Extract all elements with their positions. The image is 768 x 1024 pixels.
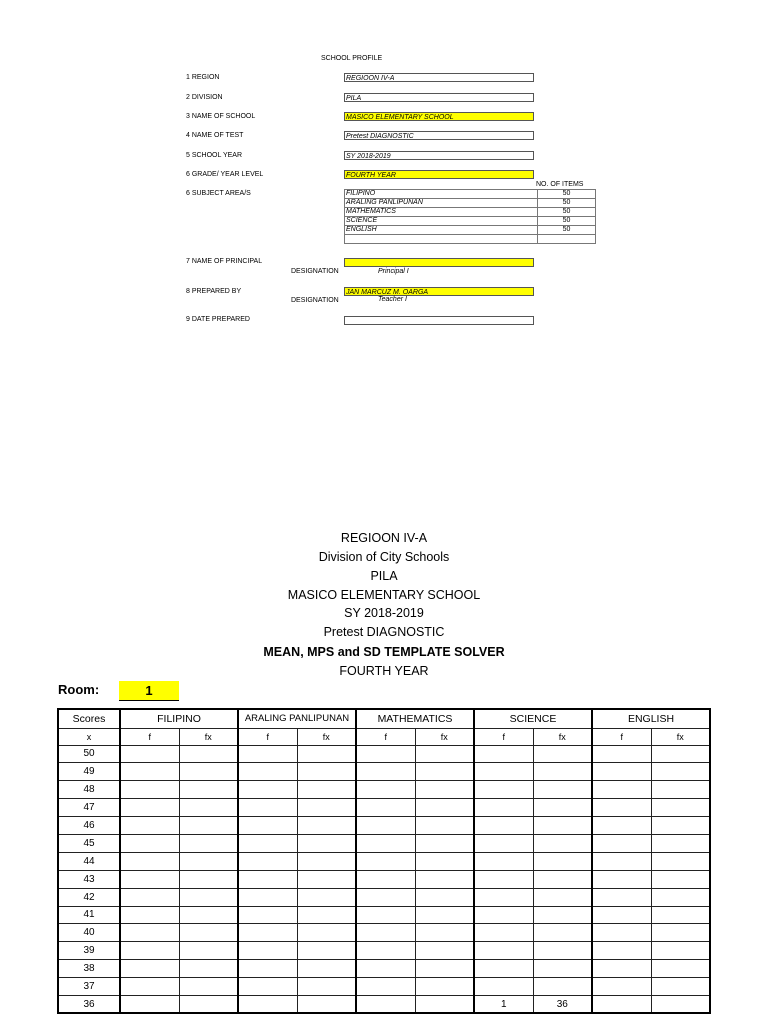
table-header-row: [58, 709, 710, 728]
fx-cell[interactable]: [415, 870, 474, 888]
prepared-designation-value: Teacher I: [378, 296, 407, 303]
subject-name[interactable]: ARALING PANLIPUNAN: [345, 199, 538, 208]
room-label: Room:: [58, 682, 100, 697]
fx-header: fx: [297, 728, 356, 745]
f-cell[interactable]: [592, 817, 651, 835]
fx-cell[interactable]: [533, 960, 592, 978]
f-cell[interactable]: [592, 888, 651, 906]
subject-header: SCIENCE: [474, 709, 592, 728]
f-cell[interactable]: [120, 870, 179, 888]
table-subheader-row: [58, 728, 710, 745]
score-cell: 42: [58, 888, 120, 906]
f-cell[interactable]: [356, 834, 415, 852]
subject-name[interactable]: SCIENCE: [345, 217, 538, 226]
fx-cell[interactable]: [415, 995, 474, 1013]
f-cell[interactable]: [356, 960, 415, 978]
school-year-label: 5 SCHOOL YEAR: [186, 152, 243, 159]
score-cell: 43: [58, 870, 120, 888]
table-row: [58, 817, 710, 835]
f-cell[interactable]: [356, 781, 415, 799]
principal-designation-label: DESIGNATION: [291, 268, 339, 275]
fx-cell[interactable]: [297, 995, 356, 1013]
report-test: Pretest DIAGNOSTIC: [323, 625, 445, 639]
fx-cell[interactable]: [179, 799, 238, 817]
f-cell[interactable]: [474, 852, 533, 870]
score-cell: 46: [58, 817, 120, 835]
subject-items[interactable]: 50: [538, 199, 596, 208]
f-cell[interactable]: [238, 870, 297, 888]
subject-items[interactable]: 50: [538, 208, 596, 217]
table-row: [58, 888, 710, 906]
score-cell: 50: [58, 745, 120, 763]
fx-cell[interactable]: [297, 870, 356, 888]
subject-items[interactable]: 50: [538, 226, 596, 235]
fx-cell[interactable]: [533, 781, 592, 799]
f-cell[interactable]: [592, 942, 651, 960]
fx-header: fx: [179, 728, 238, 745]
fx-cell[interactable]: [651, 888, 710, 906]
no-items-label: NO. OF ITEMS: [536, 181, 584, 188]
fx-cell[interactable]: [533, 799, 592, 817]
fx-cell[interactable]: [179, 906, 238, 924]
date-field[interactable]: [344, 316, 534, 325]
f-cell[interactable]: [474, 978, 533, 996]
fx-cell[interactable]: [651, 906, 710, 924]
f-cell[interactable]: [356, 870, 415, 888]
f-cell[interactable]: [592, 906, 651, 924]
f-cell[interactable]: [238, 924, 297, 942]
school-year-field[interactable]: SY 2018-2019: [344, 151, 534, 160]
subject-row: [345, 217, 596, 226]
report-division: Division of City Schools: [318, 550, 450, 564]
f-cell[interactable]: [238, 763, 297, 781]
fx-cell[interactable]: [533, 745, 592, 763]
fx-cell[interactable]: [179, 995, 238, 1013]
score-cell: 45: [58, 834, 120, 852]
fx-cell[interactable]: [297, 924, 356, 942]
region-label: 1 REGION: [186, 74, 220, 81]
fx-cell[interactable]: [297, 763, 356, 781]
fx-cell[interactable]: [179, 834, 238, 852]
fx-cell[interactable]: [533, 763, 592, 781]
f-cell[interactable]: [356, 995, 415, 1013]
subject-name[interactable]: [345, 235, 538, 244]
subject-row: [345, 208, 596, 217]
frequency-table: [57, 708, 711, 1014]
fx-cell[interactable]: [651, 924, 710, 942]
f-cell[interactable]: [356, 817, 415, 835]
subject-items[interactable]: [538, 235, 596, 244]
fx-cell[interactable]: [297, 960, 356, 978]
fx-cell[interactable]: [415, 978, 474, 996]
table-row: [58, 995, 710, 1013]
region-field[interactable]: REGIOON IV-A: [344, 73, 534, 82]
fx-header: fx: [415, 728, 474, 745]
f-cell[interactable]: [592, 745, 651, 763]
table-row: [58, 834, 710, 852]
score-cell: 47: [58, 799, 120, 817]
grade-field[interactable]: FOURTH YEAR: [344, 170, 534, 179]
f-cell[interactable]: [592, 852, 651, 870]
subject-header: ARALING PANLIPUNAN: [238, 709, 356, 728]
f-cell[interactable]: [120, 834, 179, 852]
table-row: [58, 924, 710, 942]
f-cell[interactable]: [592, 924, 651, 942]
subject-label: 6 SUBJECT AREA/S: [186, 190, 251, 197]
fx-cell[interactable]: [415, 834, 474, 852]
f-cell[interactable]: [592, 960, 651, 978]
fx-cell[interactable]: [297, 888, 356, 906]
fx-cell[interactable]: [533, 834, 592, 852]
f-cell[interactable]: [120, 781, 179, 799]
fx-cell[interactable]: [179, 870, 238, 888]
f-cell[interactable]: [120, 960, 179, 978]
fx-cell[interactable]: [651, 745, 710, 763]
school-field[interactable]: MASICO ELEMENTARY SCHOOL: [344, 112, 534, 121]
fx-cell[interactable]: [415, 852, 474, 870]
f-cell[interactable]: [238, 745, 297, 763]
f-cell[interactable]: [238, 942, 297, 960]
table-row: [58, 960, 710, 978]
f-header: f: [592, 728, 651, 745]
f-cell[interactable]: [474, 906, 533, 924]
report-region: REGIOON IV-A: [340, 531, 428, 545]
f-cell[interactable]: 1: [474, 995, 533, 1013]
f-header: f: [120, 728, 179, 745]
fx-cell[interactable]: 36: [533, 995, 592, 1013]
subject-row: [345, 199, 596, 208]
score-cell: 38: [58, 960, 120, 978]
f-cell[interactable]: [238, 852, 297, 870]
f-cell[interactable]: [356, 978, 415, 996]
fx-cell[interactable]: [533, 978, 592, 996]
f-cell[interactable]: [592, 781, 651, 799]
fx-cell[interactable]: [651, 960, 710, 978]
fx-cell[interactable]: [533, 942, 592, 960]
division-field[interactable]: PILA: [344, 93, 534, 102]
f-cell[interactable]: [474, 834, 533, 852]
f-cell[interactable]: [238, 960, 297, 978]
f-cell[interactable]: [356, 888, 415, 906]
report-year: SY 2018-2019: [344, 606, 424, 620]
score-cell: 37: [58, 978, 120, 996]
f-cell[interactable]: [474, 781, 533, 799]
f-cell[interactable]: [474, 817, 533, 835]
f-cell[interactable]: [120, 763, 179, 781]
f-cell[interactable]: [592, 834, 651, 852]
f-cell[interactable]: [120, 888, 179, 906]
fx-cell[interactable]: [297, 799, 356, 817]
fx-cell[interactable]: [179, 888, 238, 906]
table-row: [58, 799, 710, 817]
f-cell[interactable]: [474, 942, 533, 960]
f-cell[interactable]: [474, 888, 533, 906]
fx-cell[interactable]: [179, 924, 238, 942]
fx-cell[interactable]: [651, 942, 710, 960]
fx-cell[interactable]: [179, 781, 238, 799]
score-cell: 39: [58, 942, 120, 960]
f-cell[interactable]: [120, 942, 179, 960]
f-header: f: [474, 728, 533, 745]
fx-cell[interactable]: [533, 817, 592, 835]
report-grade: FOURTH YEAR: [339, 664, 429, 678]
f-cell[interactable]: [238, 834, 297, 852]
f-cell[interactable]: [592, 978, 651, 996]
fx-cell[interactable]: [415, 888, 474, 906]
f-cell[interactable]: [238, 978, 297, 996]
table-row: [58, 852, 710, 870]
f-cell[interactable]: [592, 870, 651, 888]
f-cell[interactable]: [356, 942, 415, 960]
prepared-field[interactable]: JAN MARCUZ M. OARGA: [344, 287, 534, 296]
principal-designation-value: Principal I: [378, 268, 409, 275]
report-municipality: PILA: [370, 569, 398, 583]
principal-label: 7 NAME OF PRINCIPAL: [186, 258, 263, 265]
fx-cell[interactable]: [415, 799, 474, 817]
fx-cell[interactable]: [533, 888, 592, 906]
subject-row: [345, 235, 596, 244]
report-title: MEAN, MPS and SD TEMPLATE SOLVER: [263, 645, 505, 659]
fx-header: fx: [533, 728, 592, 745]
fx-cell[interactable]: [651, 995, 710, 1013]
fx-cell[interactable]: [179, 978, 238, 996]
f-cell[interactable]: [356, 763, 415, 781]
school-label: 3 NAME OF SCHOOL: [186, 113, 256, 120]
score-cell: 49: [58, 763, 120, 781]
score-cell: 48: [58, 781, 120, 799]
fx-cell[interactable]: [297, 852, 356, 870]
f-cell[interactable]: [120, 817, 179, 835]
f-cell[interactable]: [356, 852, 415, 870]
f-cell[interactable]: [474, 799, 533, 817]
x-header: x: [58, 728, 120, 745]
subject-name[interactable]: FILIPINO: [345, 190, 538, 199]
report-school: MASICO ELEMENTARY SCHOOL: [287, 588, 481, 602]
subject-header: ENGLISH: [592, 709, 710, 728]
subject-table: [344, 189, 596, 244]
profile-title: SCHOOL PROFILE: [321, 55, 383, 62]
fx-cell[interactable]: [651, 763, 710, 781]
fx-header: fx: [651, 728, 710, 745]
fx-cell[interactable]: [179, 817, 238, 835]
f-cell[interactable]: [238, 888, 297, 906]
fx-cell[interactable]: [415, 942, 474, 960]
f-cell[interactable]: [592, 995, 651, 1013]
subject-name[interactable]: MATHEMATICS: [345, 208, 538, 217]
f-cell[interactable]: [238, 781, 297, 799]
subject-row: [345, 226, 596, 235]
fx-cell[interactable]: [533, 852, 592, 870]
subject-row: [345, 190, 596, 199]
f-cell[interactable]: [238, 906, 297, 924]
test-field[interactable]: Pretest DIAGNOSTIC: [344, 131, 534, 140]
table-row: [58, 870, 710, 888]
fx-cell[interactable]: [415, 817, 474, 835]
fx-cell[interactable]: [297, 942, 356, 960]
table-row: [58, 781, 710, 799]
fx-cell[interactable]: [179, 763, 238, 781]
f-cell[interactable]: [356, 924, 415, 942]
principal-field[interactable]: [344, 258, 534, 267]
division-label: 2 DIVISION: [186, 94, 223, 101]
f-cell[interactable]: [356, 745, 415, 763]
table-row: [58, 906, 710, 924]
subject-items[interactable]: 50: [538, 190, 596, 199]
score-cell: 41: [58, 906, 120, 924]
f-header: f: [356, 728, 415, 745]
fx-cell[interactable]: [651, 799, 710, 817]
f-cell[interactable]: [474, 745, 533, 763]
fx-cell[interactable]: [297, 781, 356, 799]
room-field[interactable]: 1: [119, 681, 179, 701]
fx-cell[interactable]: [651, 852, 710, 870]
table-row: [58, 763, 710, 781]
table-row: [58, 978, 710, 996]
f-cell[interactable]: [356, 906, 415, 924]
f-cell[interactable]: [356, 799, 415, 817]
fx-cell[interactable]: [297, 906, 356, 924]
fx-cell[interactable]: [297, 834, 356, 852]
fx-cell[interactable]: [179, 745, 238, 763]
prepared-designation-label: DESIGNATION: [291, 297, 339, 304]
f-header: f: [238, 728, 297, 745]
scores-header: Scores: [58, 709, 120, 728]
f-cell[interactable]: [120, 978, 179, 996]
f-cell[interactable]: [120, 906, 179, 924]
fx-cell[interactable]: [415, 924, 474, 942]
grade-label: 6 GRADE/ YEAR LEVEL: [186, 171, 264, 178]
fx-cell[interactable]: [533, 870, 592, 888]
fx-cell[interactable]: [651, 870, 710, 888]
fx-cell[interactable]: [415, 906, 474, 924]
prepared-label: 8 PREPARED BY: [186, 288, 242, 295]
fx-cell[interactable]: [415, 763, 474, 781]
fx-cell[interactable]: [179, 960, 238, 978]
subject-name[interactable]: ENGLISH: [345, 226, 538, 235]
fx-cell[interactable]: [179, 942, 238, 960]
f-cell[interactable]: [238, 799, 297, 817]
fx-cell[interactable]: [297, 817, 356, 835]
test-label: 4 NAME OF TEST: [186, 132, 244, 139]
f-cell[interactable]: [238, 995, 297, 1013]
date-label: 9 DATE PREPARED: [186, 316, 250, 323]
score-cell: 40: [58, 924, 120, 942]
f-cell[interactable]: [592, 799, 651, 817]
fx-cell[interactable]: [533, 906, 592, 924]
f-cell[interactable]: [592, 763, 651, 781]
fx-cell[interactable]: [651, 817, 710, 835]
score-cell: 36: [58, 995, 120, 1013]
table-row: [58, 745, 710, 763]
score-cell: 44: [58, 852, 120, 870]
fx-cell[interactable]: [297, 978, 356, 996]
f-cell[interactable]: [120, 745, 179, 763]
fx-cell[interactable]: [415, 781, 474, 799]
f-cell[interactable]: [120, 799, 179, 817]
fx-cell[interactable]: [297, 745, 356, 763]
f-cell[interactable]: [474, 960, 533, 978]
f-cell[interactable]: [474, 870, 533, 888]
subject-header: MATHEMATICS: [356, 709, 474, 728]
fx-cell[interactable]: [651, 978, 710, 996]
f-cell[interactable]: [120, 924, 179, 942]
subject-header: FILIPINO: [120, 709, 238, 728]
subject-items[interactable]: 50: [538, 217, 596, 226]
fx-cell[interactable]: [179, 852, 238, 870]
f-cell[interactable]: [474, 763, 533, 781]
fx-cell[interactable]: [415, 745, 474, 763]
f-cell[interactable]: [120, 995, 179, 1013]
fx-cell[interactable]: [651, 781, 710, 799]
fx-cell[interactable]: [415, 960, 474, 978]
f-cell[interactable]: [474, 924, 533, 942]
table-row: [58, 942, 710, 960]
fx-cell[interactable]: [533, 924, 592, 942]
f-cell[interactable]: [238, 817, 297, 835]
fx-cell[interactable]: [651, 834, 710, 852]
f-cell[interactable]: [120, 852, 179, 870]
